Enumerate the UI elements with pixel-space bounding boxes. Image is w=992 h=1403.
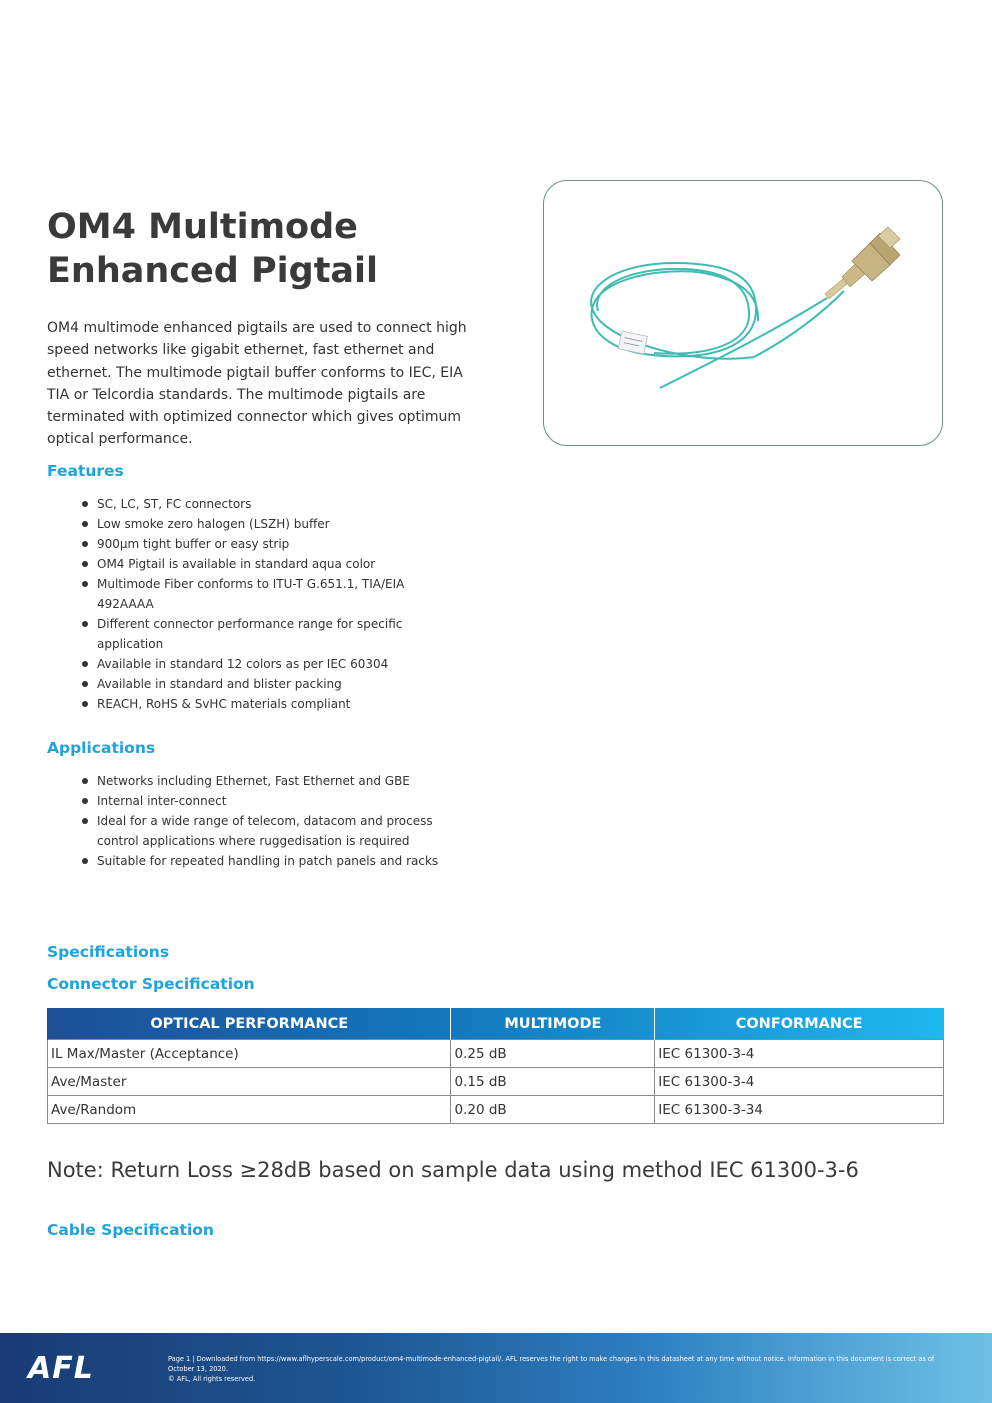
table-header-row: [48, 1008, 944, 1040]
list-item: Available in standard and blister packing: [80, 674, 440, 694]
column-header-optical-performance: OPTICAL PERFORMANCE: [48, 1008, 451, 1040]
applications-heading: Applications: [47, 739, 156, 757]
list-item: Suitable for repeated handling in patch panels and racks: [80, 851, 440, 871]
column-header-multimode: MULTIMODE: [451, 1008, 655, 1040]
table-cell: IEC 61300-3-4: [655, 1040, 944, 1068]
features-list: [80, 494, 440, 714]
table-row: [48, 1040, 944, 1068]
column-header-conformance: CONFORMANCE: [655, 1008, 944, 1040]
fiber-pigtail-illustration: [544, 181, 942, 445]
list-item: Multimode Fiber conforms to ITU-T G.651.1, TIA/EIA 492AAAA: [80, 574, 440, 614]
intro-paragraph: OM4 multimode enhanced pigtails are used to connect high speed networks like gigabit ethernet, fast ethernet and ethernet. The multimode pigtail buffer conforms to IEC, EIA TIA or Telcordia standards. The multimode pigtails are terminated with optimized connector which gives optimum optical performance.: [47, 320, 467, 448]
page-title: [47, 205, 487, 293]
list-item: Networks including Ethernet, Fast Ethernet and GBE: [80, 771, 440, 791]
sc-connector-icon: [825, 227, 900, 299]
list-item: Available in standard 12 colors as per IEC 60304: [80, 654, 440, 674]
table-cell: IEC 61300-3-4: [655, 1068, 944, 1096]
specifications-heading: Specifications: [47, 943, 170, 961]
list-item: OM4 Pigtail is available in standard aqua color: [80, 554, 440, 574]
list-item: Low smoke zero halogen (LSZH) buffer: [80, 514, 440, 534]
product-image: [543, 180, 943, 446]
list-item: Ideal for a wide range of telecom, datacom and process control applications where ruggedisation is required: [80, 811, 440, 851]
footer-line-1: Page 1 | Downloaded from https://www.aflhyperscale.com/product/om4-multimode-enhanced-pigtail/. AFL reserves the right to make changes in this datasheet at any time without notice. Information in this document is correct as of: [168, 1355, 935, 1363]
connector-spec-table: [47, 1008, 944, 1124]
list-item: SC, LC, ST, FC connectors: [80, 494, 440, 514]
footer-line-3: © AFL, All rights reserved.: [168, 1375, 256, 1383]
features-heading: Features: [47, 462, 124, 480]
cable-spec-heading: Cable Specification: [47, 1221, 214, 1239]
connector-spec-heading: Connector Specification: [47, 975, 255, 993]
list-item: Internal inter-connect: [80, 791, 440, 811]
list-item: 900µm tight buffer or easy strip: [80, 534, 440, 554]
page-footer: [0, 1333, 992, 1403]
table-cell: IL Max/Master (Acceptance): [48, 1040, 451, 1068]
table-row: [48, 1096, 944, 1124]
footer-disclaimer: [168, 1354, 958, 1384]
page-title-line-2: Enhanced Pigtail: [47, 251, 379, 291]
table-cell: 0.20 dB: [451, 1096, 655, 1124]
table-cell: IEC 61300-3-34: [655, 1096, 944, 1124]
footer-line-2: October 13, 2020.: [168, 1365, 228, 1373]
fiber-label-tag: [618, 331, 647, 354]
return-loss-note: Note: Return Loss ≥28dB based on sample data using method IEC 61300-3-6: [47, 1158, 859, 1182]
table-cell: 0.15 dB: [451, 1068, 655, 1096]
list-item: REACH, RoHS & SvHC materials compliant: [80, 694, 440, 714]
table-cell: Ave/Master: [48, 1068, 451, 1096]
table-cell: Ave/Random: [48, 1096, 451, 1124]
applications-list: [80, 771, 440, 871]
afl-logo: AFL: [28, 1351, 94, 1386]
table-row: [48, 1068, 944, 1096]
list-item: Different connector performance range for specific application: [80, 614, 440, 654]
table-cell: 0.25 dB: [451, 1040, 655, 1068]
page-title-line-1: OM4 Multimode: [47, 207, 358, 247]
